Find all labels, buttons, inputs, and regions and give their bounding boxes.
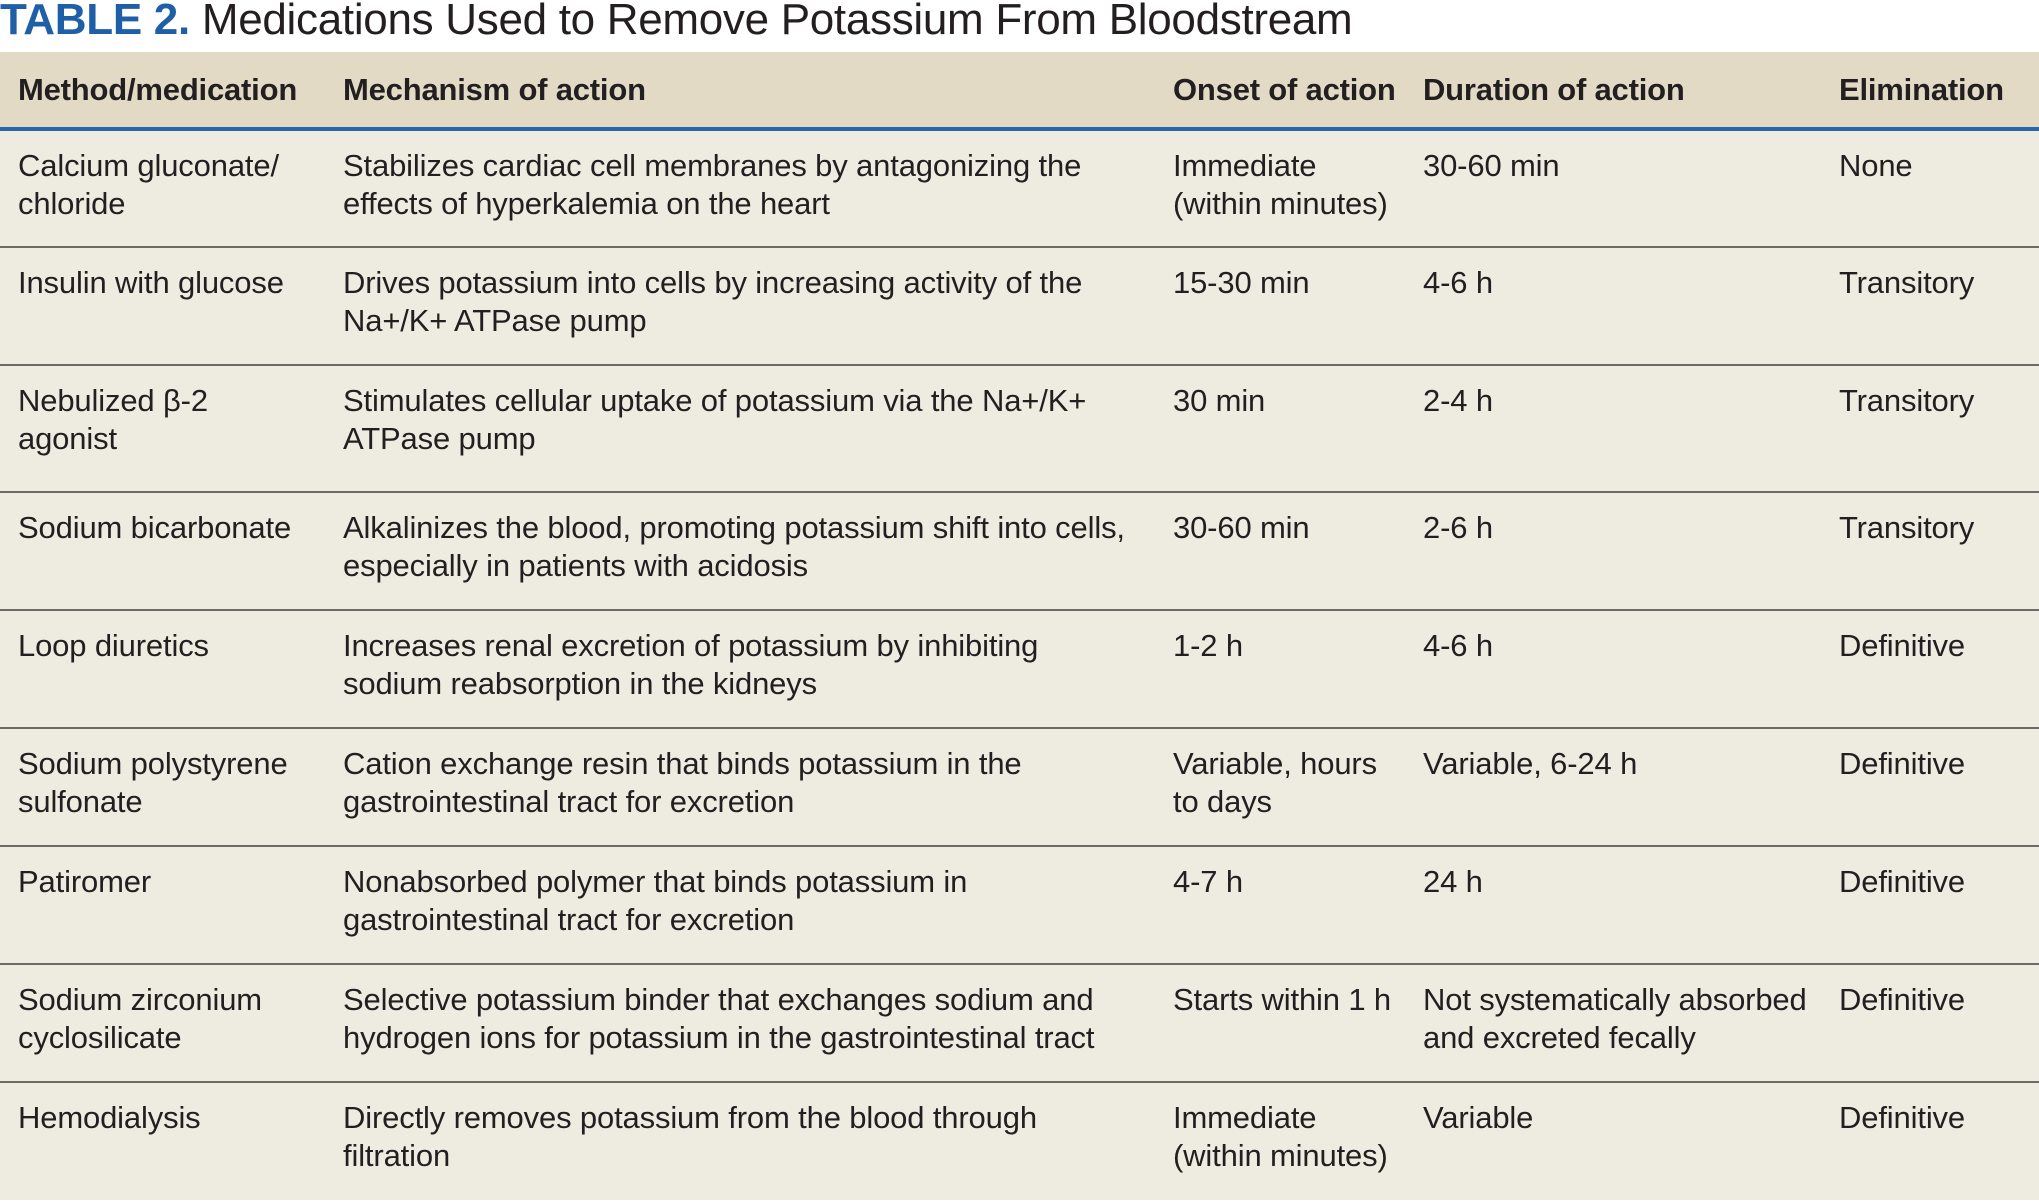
medications-table bbox=[0, 52, 2039, 1200]
cell-mechanism: Drives potassium into cells by increasing activity of the Na+/K+ ATPase pump bbox=[325, 247, 1155, 365]
cell-duration: Variable bbox=[1423, 1100, 1534, 1135]
cell-elimination: Definitive bbox=[1839, 1100, 1965, 1135]
table-number-label: TABLE 2. bbox=[0, 0, 190, 44]
cell-onset: 4-7 h bbox=[1155, 846, 1405, 964]
cell-elimination: Definitive bbox=[1821, 846, 2039, 964]
table-header bbox=[0, 52, 2039, 129]
cell-duration: 2-4 h bbox=[1405, 365, 1821, 492]
cell-method: Sodium bicarbonate bbox=[0, 492, 325, 610]
cell-method: Sodium polystyrene sulfonate bbox=[0, 728, 325, 846]
cell-duration: 4-6 h bbox=[1405, 247, 1821, 365]
cell-onset: 30-60 min bbox=[1155, 492, 1405, 610]
cell-onset: Immediate (within minutes) bbox=[1173, 1100, 1388, 1173]
table-row bbox=[0, 610, 2039, 728]
cell-mechanism: Nonabsorbed polymer that binds potassium in gastrointestinal tract for excretion bbox=[325, 846, 1155, 964]
header-method: Method/medication bbox=[0, 52, 325, 129]
cell-onset: Immediate (within minutes) bbox=[1155, 129, 1405, 247]
table-row bbox=[0, 492, 2039, 610]
cell-method: Insulin with glucose bbox=[0, 247, 325, 365]
table-row bbox=[0, 964, 2039, 1082]
cell-duration: 4-6 h bbox=[1405, 610, 1821, 728]
cell-method: Calcium gluconate/ chloride bbox=[0, 129, 325, 247]
cell-mechanism: Directly removes potassium from the blood through filtration bbox=[343, 1100, 1037, 1173]
cell-duration: Not systematically absorbed and excreted fecally bbox=[1405, 964, 1821, 1082]
table-row bbox=[0, 728, 2039, 846]
table-row bbox=[0, 1082, 2039, 1200]
cell-method: Loop diuretics bbox=[0, 610, 325, 728]
table-body bbox=[0, 129, 2039, 1200]
table-row bbox=[0, 846, 2039, 964]
cell-duration: 2-6 h bbox=[1405, 492, 1821, 610]
cell-method: Nebulized β-2 agonist bbox=[0, 365, 325, 492]
cell-elimination: Definitive bbox=[1821, 964, 2039, 1082]
cell-elimination: Transitory bbox=[1821, 247, 2039, 365]
cell-mechanism: Stabilizes cardiac cell membranes by antagonizing the effects of hyperkalemia on the heart bbox=[325, 129, 1155, 247]
table-title-text: Medications Used to Remove Potassium From Bloodstream bbox=[201, 0, 1353, 44]
header-onset: Onset of action bbox=[1155, 52, 1405, 129]
cell-mechanism: Cation exchange resin that binds potassium in the gastrointestinal tract for excretion bbox=[325, 728, 1155, 846]
cell-mechanism: Selective potassium binder that exchanges sodium and hydrogen ions for potassium in the gastrointestinal tract bbox=[325, 964, 1155, 1082]
cell-duration: 24 h bbox=[1405, 846, 1821, 964]
cell-duration: Variable, 6-24 h bbox=[1405, 728, 1821, 846]
table-title bbox=[0, 0, 1352, 52]
cell-onset: 1-2 h bbox=[1155, 610, 1405, 728]
cell-mechanism: Stimulates cellular uptake of potassium via the Na+/K+ ATPase pump bbox=[325, 365, 1155, 492]
cell-method: Patiromer bbox=[0, 846, 325, 964]
header-duration: Duration of action bbox=[1405, 52, 1821, 129]
cell-method: Sodium zirconium cyclosilicate bbox=[0, 964, 325, 1082]
header-mechanism: Mechanism of action bbox=[325, 52, 1155, 129]
cell-mechanism: Increases renal excretion of potassium by inhibiting sodium reabsorption in the kidneys bbox=[325, 610, 1155, 728]
cell-elimination: Transitory bbox=[1821, 492, 2039, 610]
table-row bbox=[0, 247, 2039, 365]
cell-onset: Starts within 1 h bbox=[1155, 964, 1405, 1082]
header-elimination: Elimination bbox=[1821, 52, 2039, 129]
cell-duration: 30-60 min bbox=[1405, 129, 1821, 247]
cell-mechanism: Alkalinizes the blood, promoting potassium shift into cells, especially in patients with acidosis bbox=[325, 492, 1155, 610]
table-row bbox=[0, 129, 2039, 247]
cell-elimination: None bbox=[1821, 129, 2039, 247]
cell-elimination: Definitive bbox=[1821, 610, 2039, 728]
header-row bbox=[0, 52, 2039, 129]
cell-onset: Variable, hours to days bbox=[1155, 728, 1405, 846]
cell-elimination: Transitory bbox=[1821, 365, 2039, 492]
cell-elimination: Definitive bbox=[1821, 728, 2039, 846]
cell-method: Hemodialysis bbox=[18, 1100, 201, 1135]
cell-onset: 30 min bbox=[1155, 365, 1405, 492]
cell-onset: 15-30 min bbox=[1155, 247, 1405, 365]
table-row bbox=[0, 365, 2039, 492]
